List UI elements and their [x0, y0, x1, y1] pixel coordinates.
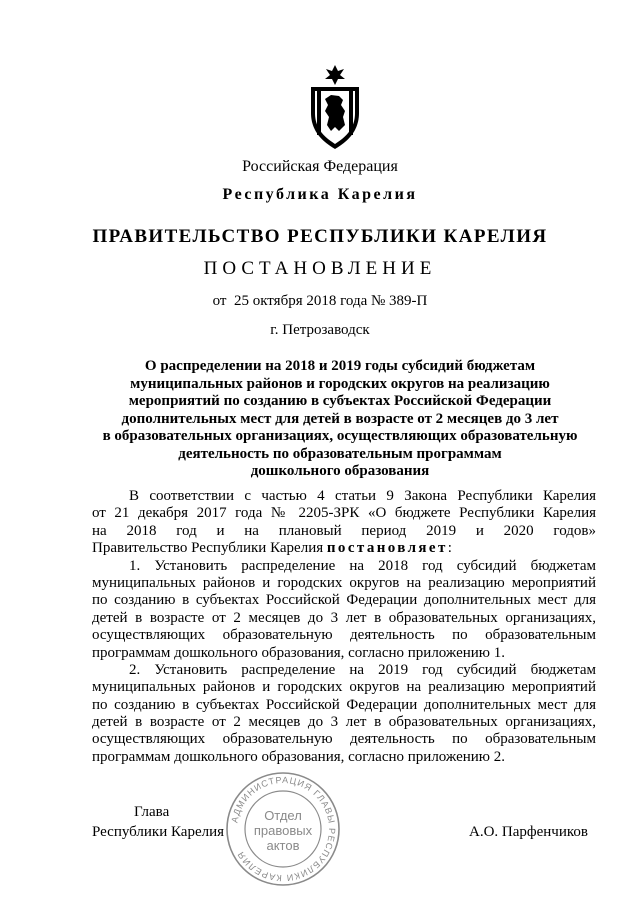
signatory-name: А.О. Парфенчиков	[469, 824, 588, 840]
title-line: в образовательных организациях, осуществляющих образовательную	[102, 428, 578, 444]
stamp-center-line: Отдел	[264, 808, 302, 823]
body-line: по созданию в субъектах Российской Федерации дополнительных мест для	[92, 696, 596, 713]
title-line: О распределении на 2018 и 2019 годы субсидий бюджетам	[144, 358, 536, 374]
body-line: на 2018 год и на плановый период 2019 и 2020 годов»	[92, 522, 596, 539]
document-date-number: от 25 октября 2018 года № 389-П	[212, 293, 428, 309]
title-line: деятельность по образовательным программам	[178, 445, 502, 462]
body-line: муниципальных районов и городских округов на реализацию мероприятий	[92, 679, 596, 696]
official-stamp	[224, 770, 342, 888]
title-line: муниципальных районов и городских округов на реализацию	[130, 375, 550, 392]
document-type: ПОСТАНОВЛЕНИЕ	[203, 258, 437, 279]
stamp-center-line: актов	[266, 838, 300, 853]
body-line: 1. Установить распределение на 2018 год субсидий бюджетам	[129, 557, 596, 574]
title-line: дошкольного образования	[250, 463, 430, 479]
body-line: детей в возрасте от 2 месяцев до 3 лет в образовательных организациях,	[92, 714, 596, 731]
signatory-title: Глава	[134, 804, 170, 820]
body-line: программам дошкольного образования, согласно приложению 1.	[92, 644, 506, 661]
stamp-center-line: правовых	[253, 823, 313, 838]
government-heading: ПРАВИТЕЛЬСТВО РЕСПУБЛИКИ КАРЕЛИЯ	[92, 226, 548, 247]
body-line	[92, 540, 596, 557]
country-name: Российская Федерация	[242, 158, 398, 175]
title-line: дополнительных мест для детей в возрасте от 2 месяцев до 3 лет	[121, 410, 559, 427]
body-line: муниципальных районов и городских округов на реализацию мероприятий	[92, 574, 596, 591]
signatory-organization: Республики Карелия	[92, 824, 225, 840]
preamble-subject: Правительство Республики Карелия	[92, 540, 327, 557]
body-line: программам дошкольного образования, согласно приложению 2.	[92, 748, 506, 765]
body-line: осуществляющих образовательную деятельность по образовательным	[92, 627, 596, 644]
title-line: мероприятий по созданию в субъектах Российской Федерации	[128, 393, 552, 409]
body-line: детей в возрасте от 2 месяцев до 3 лет в образовательных организациях,	[92, 609, 596, 626]
republic-name: Республика Карелия	[222, 186, 418, 203]
body-line: осуществляющих образовательную деятельность по образовательным	[92, 731, 596, 748]
body-line: В соответствии с частью 4 статьи 9 Закона Республики Карелия	[129, 488, 596, 504]
preamble-paragraph	[92, 488, 596, 558]
item-2-paragraph	[92, 662, 596, 766]
document-body	[92, 488, 596, 766]
preamble-colon: :	[447, 540, 452, 557]
coat-of-arms-emblem	[305, 65, 365, 150]
stamp-ring-text: АДМИНИСТРАЦИЯ ГЛАВЫ РЕСПУБЛИКИ КАРЕЛИЯ	[229, 774, 338, 884]
body-line: 2. Установить распределение на 2019 год субсидий бюджетам	[129, 661, 596, 678]
resolves-word: постановляет	[326, 540, 448, 557]
item-1-paragraph	[92, 558, 596, 662]
body-line: от 21 декабря 2017 года № 2205-ЗРК «О бюджете Республики Карелия	[92, 505, 596, 522]
document-city: г. Петрозаводск	[270, 322, 370, 338]
body-line: по созданию в субъектах Российской Федерации дополнительных мест для	[92, 592, 596, 609]
document-title	[90, 358, 590, 481]
